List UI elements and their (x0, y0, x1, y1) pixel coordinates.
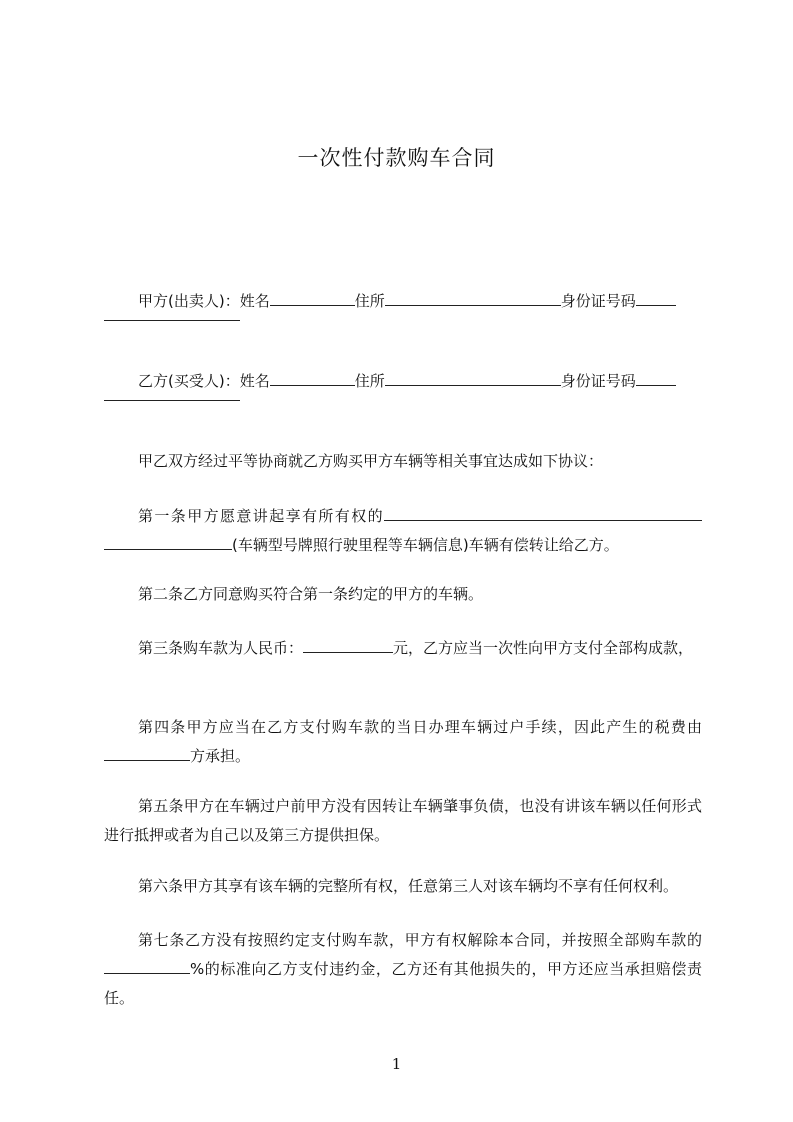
intro-paragraph (104, 447, 702, 476)
article-4 (104, 713, 702, 771)
party-b-id-label: 身份证号码 (560, 372, 636, 390)
party-a-name-blank (270, 290, 355, 306)
article-1-text-b: (车辆型号牌照行驶里程等车辆信息)车辆有偿转让给乙方。 (232, 536, 619, 554)
party-b-name-blank (270, 370, 355, 386)
article-3-text-a: 第三条购车款为人民币： (138, 639, 304, 657)
article-1-vehicle-blank (384, 505, 702, 521)
party-b-residence-label: 住所 (354, 372, 385, 390)
article-4-text-b: 方承担。 (190, 747, 251, 765)
party-b-residence-blank (385, 370, 561, 386)
article-7-percent-blank (104, 958, 190, 974)
party-a-residence-blank (385, 290, 561, 306)
party-a-residence-label: 住所 (354, 292, 385, 310)
article-1 (104, 502, 702, 560)
party-a-id-blank (636, 290, 676, 306)
intro-text: 甲乙双方经过平等协商就乙方购买甲方车辆等相关事宜达成如下协议： (138, 452, 604, 470)
party-a-id-blank-continued (104, 319, 240, 321)
article-6 (104, 872, 702, 901)
party-a-line (104, 287, 702, 321)
party-b-id-blank (636, 370, 676, 386)
party-a-label: 甲方(出卖人)：姓名 (138, 292, 270, 310)
article-1-text-a: 第一条甲方愿意讲起享有所有权的 (138, 507, 384, 525)
article-5 (104, 792, 702, 850)
party-b-line (104, 367, 702, 401)
article-3-amount-blank (303, 637, 393, 653)
party-a-id-label: 身份证号码 (560, 292, 636, 310)
article-5-text: 第五条甲方在车辆过户前甲方没有因转让车辆肇事负债，也没有讲该车辆以任何形式进行抵押或者为自己以及第三方提供担保。 (104, 797, 702, 844)
article-4-text-a: 第四条甲方应当在乙方支付购车款的当日办理车辆过户手续，因此产生的税费由 (138, 718, 702, 736)
party-b-id-blank-continued (104, 399, 240, 401)
article-2-text: 第二条乙方同意购买符合第一条约定的甲方的车辆。 (138, 585, 484, 603)
article-7-text-b: %的标准向乙方支付违约金，乙方还有其他损失的，甲方还应当承担赔偿责任。 (104, 960, 702, 1007)
article-1-vehicle-blank-continued (104, 534, 232, 550)
document-title: 一次性付款购车合同 (297, 146, 496, 170)
article-3-text-b: 元，乙方应当一次性向甲方支付全部构成款， (393, 639, 694, 657)
article-3 (104, 634, 702, 663)
article-2 (104, 580, 702, 609)
article-7 (104, 926, 702, 1013)
article-4-party-blank (104, 745, 190, 761)
party-b-label: 乙方(买受人)：姓名 (138, 372, 270, 390)
article-6-text: 第六条甲方其享有该车辆的完整所有权，任意第三人对该车辆均不享有任何权利。 (138, 877, 679, 895)
page-number: 1 (391, 1055, 402, 1073)
article-7-text-a: 第七条乙方没有按照约定支付购车款，甲方有权解除本合同，并按照全部购车款的 (138, 931, 702, 949)
